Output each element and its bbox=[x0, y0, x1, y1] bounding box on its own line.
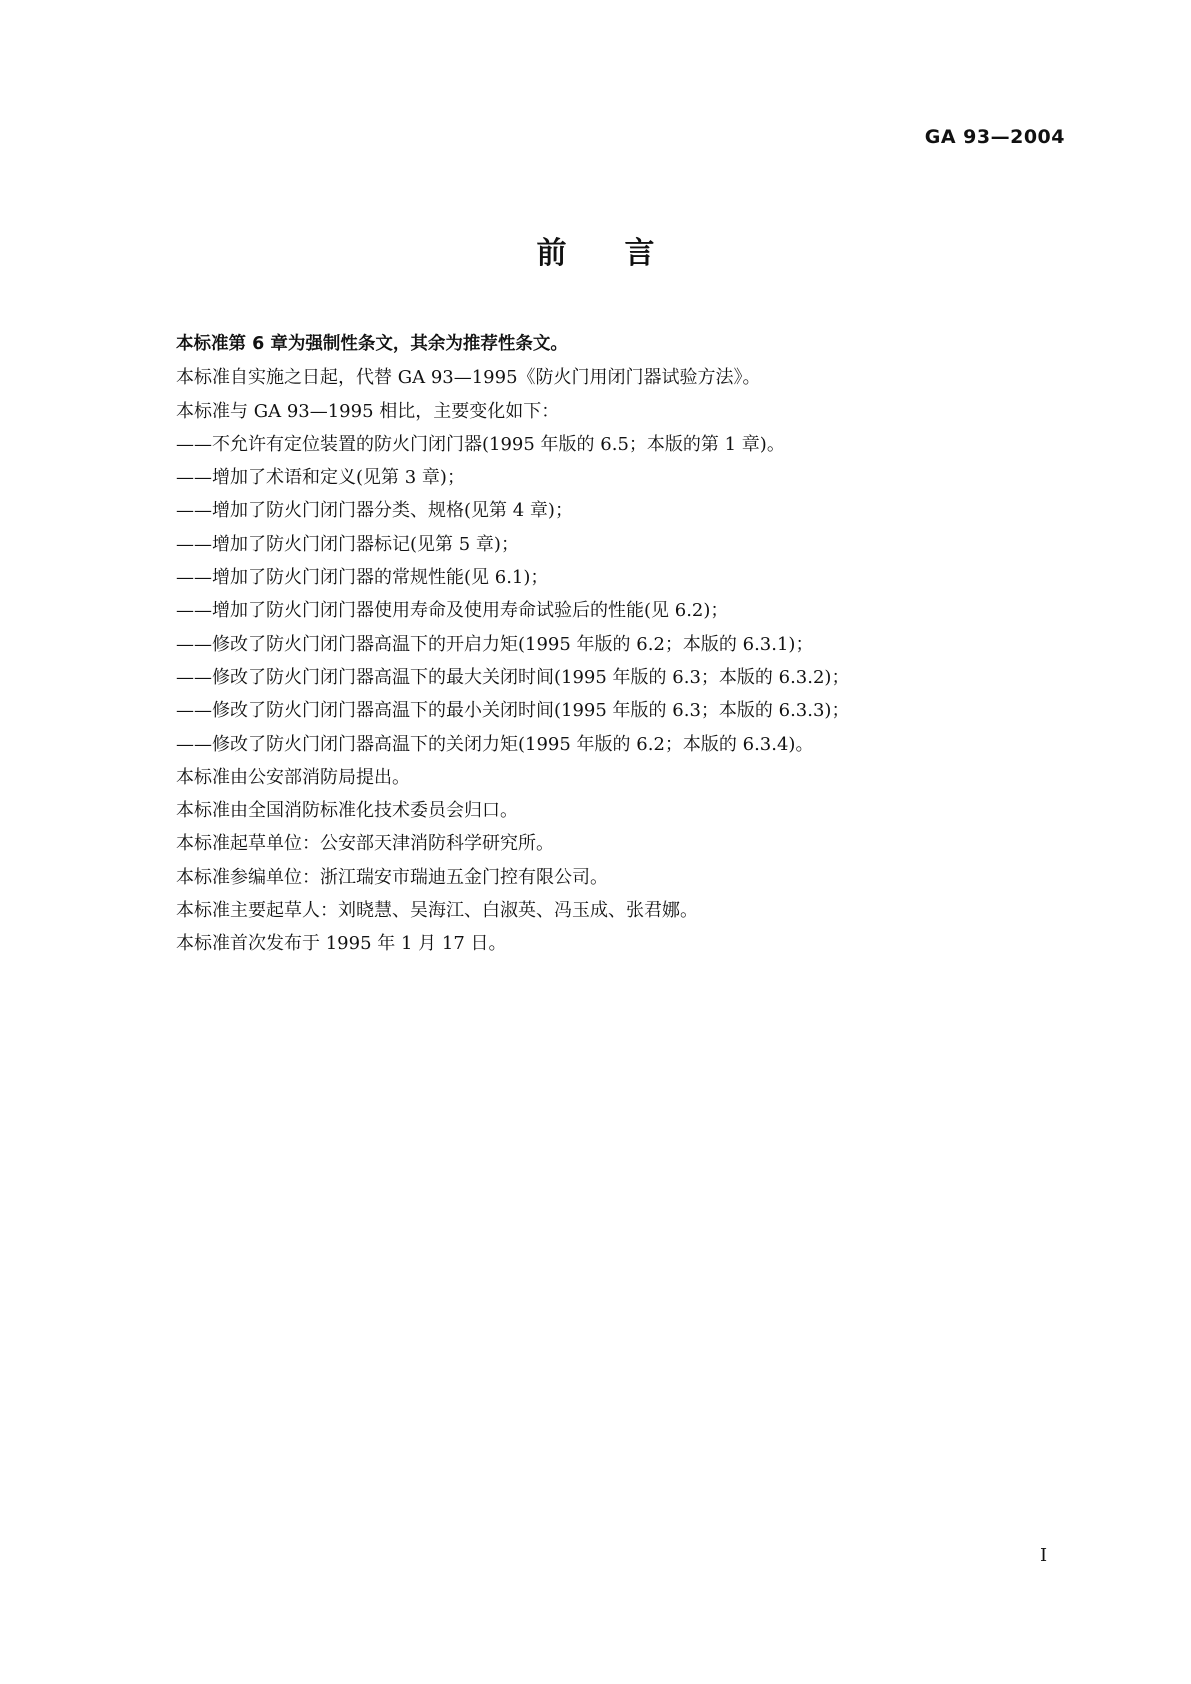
paragraph-mandatory-clause: 本标准第 6 章为强制性条文，其余为推荐性条文。 bbox=[176, 334, 568, 354]
paragraph-drafters: 本标准主要起草人：刘晓慧、吴海江、白淑英、冯玉成、张君娜。 bbox=[176, 900, 698, 922]
paragraph-drafting-unit: 本标准起草单位：公安部天津消防科学研究所。 bbox=[176, 833, 554, 855]
page-title: 前言 bbox=[536, 236, 713, 271]
page-number: I bbox=[1040, 1545, 1048, 1566]
paragraph-participating-unit: 本标准参编单位：浙江瑞安市瑞迪五金门控有限公司。 bbox=[176, 866, 608, 888]
change-item: ——修改了防火门闭门器高温下的最大关闭时间(1995 年版的 6.3；本版的 6.3.2)； bbox=[176, 666, 850, 688]
change-item: ——增加了防火门闭门器使用寿命及使用寿命试验后的性能(见 6.2)； bbox=[176, 600, 729, 622]
change-item: ——增加了术语和定义(见第 3 章)； bbox=[176, 467, 465, 489]
change-item: ——修改了防火门闭门器高温下的最小关闭时间(1995 年版的 6.3；本版的 6.3.3)； bbox=[176, 700, 850, 722]
paragraph-first-release: 本标准首次发布于 1995 年 1 月 17 日。 bbox=[176, 933, 507, 955]
paragraph-committee: 本标准由全国消防标准化技术委员会归口。 bbox=[176, 800, 518, 822]
foreword-body bbox=[176, 328, 1076, 961]
change-item: ——不允许有定位装置的防火门闭门器(1995 年版的 6.5；本版的第 1 章)。 bbox=[176, 433, 785, 455]
change-item: ——增加了防火门闭门器分类、规格(见第 4 章)； bbox=[176, 500, 573, 522]
change-item: ——修改了防火门闭门器高温下的关闭力矩(1995 年版的 6.2；本版的 6.3.4)。 bbox=[176, 733, 814, 755]
paragraph-replaces: 本标准自实施之日起，代替 GA 93—1995《防火门用闭门器试验方法》。 bbox=[176, 367, 761, 389]
change-item: ——增加了防火门闭门器标记(见第 5 章)； bbox=[176, 533, 519, 555]
paragraph-proposer: 本标准由公安部消防局提出。 bbox=[176, 766, 410, 788]
paragraph-changes-intro: 本标准与 GA 93—1995 相比，主要变化如下： bbox=[176, 400, 560, 422]
document-code: GA 93—2004 bbox=[924, 126, 1065, 148]
change-item: ——增加了防火门闭门器的常规性能(见 6.1)； bbox=[176, 567, 549, 589]
change-item: ——修改了防火门闭门器高温下的开启力矩(1995 年版的 6.2；本版的 6.3.1)； bbox=[176, 633, 814, 655]
